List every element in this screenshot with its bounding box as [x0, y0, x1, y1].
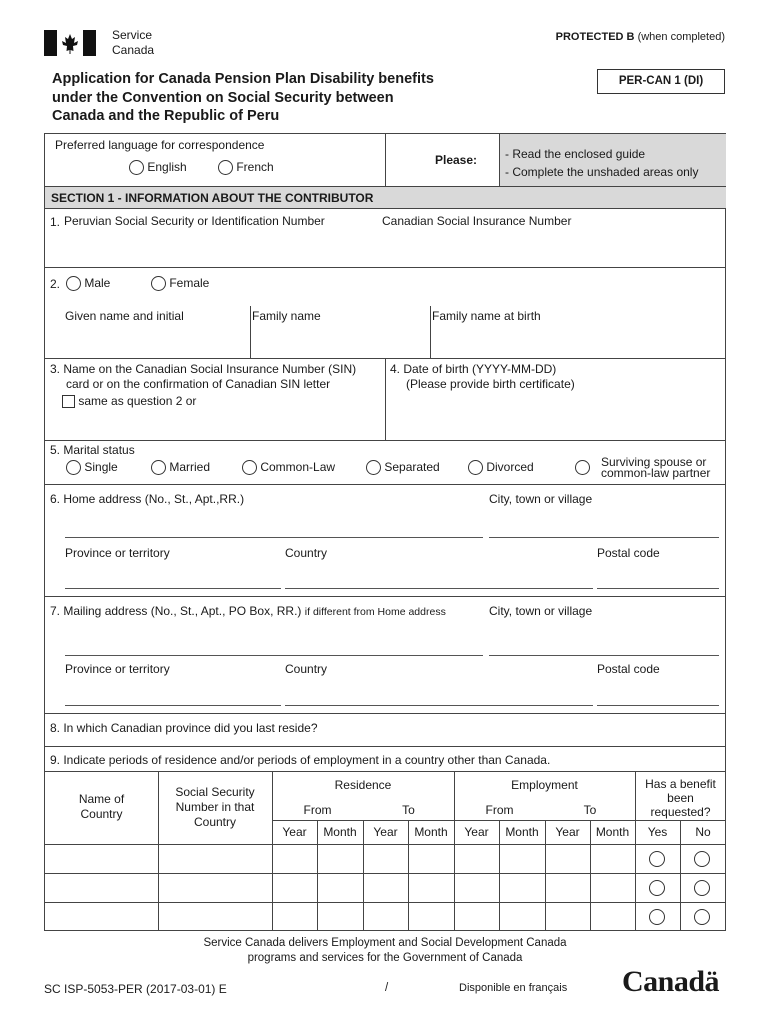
- q9-label: 9. Indicate periods of residence and/or periods of employment in a country other than Canada.: [50, 753, 551, 767]
- q6-country-label: Country: [285, 546, 328, 560]
- res-from-month: Month: [323, 825, 357, 839]
- emp-from-year: Year: [464, 825, 489, 839]
- please-line-1: - Read the enclosed guide: [505, 147, 646, 161]
- male-radio[interactable]: [66, 276, 81, 291]
- emp-from-month: Month: [505, 825, 539, 839]
- single-radio[interactable]: [66, 460, 81, 475]
- married-radio[interactable]: [151, 460, 166, 475]
- same-as-q2-option[interactable]: same as question 2 or: [62, 394, 196, 408]
- row2-yes-radio[interactable]: [649, 880, 665, 896]
- marital-married[interactable]: Married: [151, 460, 210, 475]
- q7-province-label: Province or territory: [65, 662, 170, 676]
- row2-no-radio[interactable]: [694, 880, 710, 896]
- application-form: [44, 133, 726, 931]
- language-label: Preferred language for correspondence: [55, 138, 265, 152]
- common-law-radio[interactable]: [242, 460, 257, 475]
- please-label: Please:: [435, 153, 478, 167]
- footer-notice: Service Canada delivers Employment and Social Development Canada programs and services for the Government of Canada: [203, 937, 567, 964]
- employment-from: From: [485, 803, 514, 817]
- q1-sin-label: Canadian Social Insurance Number: [382, 214, 572, 228]
- q6-label: 6. Home address (No., St., Apt.,RR.): [50, 492, 245, 506]
- res-to-month: Month: [414, 825, 448, 839]
- col-name-of-country: Name of Country: [78, 792, 125, 821]
- benefit-no-header: No: [695, 825, 711, 839]
- same-as-q2-checkbox[interactable]: [62, 395, 75, 408]
- language-french-option[interactable]: French: [218, 160, 274, 175]
- q2-number: 2.: [50, 277, 61, 291]
- divorced-radio[interactable]: [468, 460, 483, 475]
- department-name: Service Canada: [112, 28, 155, 57]
- form-code: SC ISP-5053-PER (2017-03-01) E: [44, 982, 227, 996]
- page-title: Application for Canada Pension Plan Disability benefits under the Convention on Social Security between Canada and the Republic of Peru: [52, 71, 434, 124]
- male-option[interactable]: Male: [66, 276, 110, 291]
- row3-no-radio[interactable]: [694, 909, 710, 925]
- please-line-2: - Complete the unshaded areas only: [505, 165, 699, 179]
- section1-title: SECTION 1 - INFORMATION ABOUT THE CONTRIBUTOR: [51, 191, 374, 205]
- family-name-label: Family name: [252, 309, 321, 323]
- q7-postal-label: Postal code: [597, 662, 660, 676]
- q6-province-label: Province or territory: [65, 546, 170, 560]
- q5-label: 5. Marital status: [50, 443, 135, 457]
- employment-to: To: [583, 803, 597, 817]
- female-option[interactable]: Female: [151, 276, 209, 291]
- emp-to-year: Year: [555, 825, 580, 839]
- language-english-option[interactable]: English: [129, 160, 187, 175]
- row1-no-radio[interactable]: [694, 851, 710, 867]
- family-name-birth-label: Family name at birth: [432, 309, 541, 323]
- q3-label-line2: card or on the confirmation of Canadian SIN letter: [66, 377, 331, 391]
- canada-flag-icon: [44, 30, 96, 56]
- q4-label-line1: 4. Date of birth (YYYY-MM-DD): [390, 362, 557, 376]
- res-to-year: Year: [373, 825, 398, 839]
- english-radio[interactable]: [129, 160, 144, 175]
- q7-label: 7. Mailing address (No., St., Apt., PO Box, RR.) if different from Home address: [50, 604, 446, 618]
- q4-label-line2: (Please provide birth certificate): [406, 377, 575, 391]
- q1-number: 1.: [50, 215, 61, 229]
- surviving-label: Surviving spouse or common-law partner: [601, 455, 711, 480]
- emp-to-month: Month: [595, 825, 630, 839]
- res-from-year: Year: [282, 825, 307, 839]
- given-name-label: Given name and initial: [65, 309, 184, 323]
- surviving-radio[interactable]: [575, 460, 590, 475]
- q1-peru-id-label: Peruvian Social Security or Identification Number: [64, 214, 325, 228]
- q7-city-label: City, town or village: [489, 604, 593, 618]
- q7-country-label: Country: [285, 662, 328, 676]
- canada-wordmark: Canadä: [622, 965, 720, 998]
- q6-postal-label: Postal code: [597, 546, 660, 560]
- marital-single[interactable]: Single: [66, 460, 118, 475]
- col-benefit-requested: Has a benefit been requested?: [645, 777, 716, 819]
- female-radio[interactable]: [151, 276, 166, 291]
- marital-separated[interactable]: Separated: [366, 460, 440, 475]
- french-radio[interactable]: [218, 160, 233, 175]
- french-available-link[interactable]: Disponible en français: [459, 982, 568, 994]
- col-employment: Employment: [511, 778, 578, 792]
- q3-label-line1: 3. Name on the Canadian Social Insurance Number (SIN): [50, 362, 357, 376]
- benefit-yes-header: Yes: [647, 825, 668, 839]
- marital-common-law[interactable]: Common-Law: [242, 460, 335, 475]
- q8-label: 8. In which Canadian province did you last reside?: [50, 721, 318, 735]
- col-residence: Residence: [334, 778, 392, 792]
- footer-slash: /: [385, 982, 389, 994]
- protected-notice: PROTECTED B (when completed): [555, 31, 725, 43]
- marital-divorced[interactable]: Divorced: [468, 460, 534, 475]
- q6-city-label: City, town or village: [489, 492, 593, 506]
- row1-yes-radio[interactable]: [649, 851, 665, 867]
- col-social-security: Social Security Number in that Country: [175, 785, 255, 829]
- separated-radio[interactable]: [366, 460, 381, 475]
- marital-surviving[interactable]: [575, 460, 590, 475]
- form-number: PER-CAN 1 (DI): [597, 69, 725, 94]
- residence-to: To: [402, 803, 415, 817]
- row3-yes-radio[interactable]: [649, 909, 665, 925]
- residence-from: From: [303, 803, 332, 817]
